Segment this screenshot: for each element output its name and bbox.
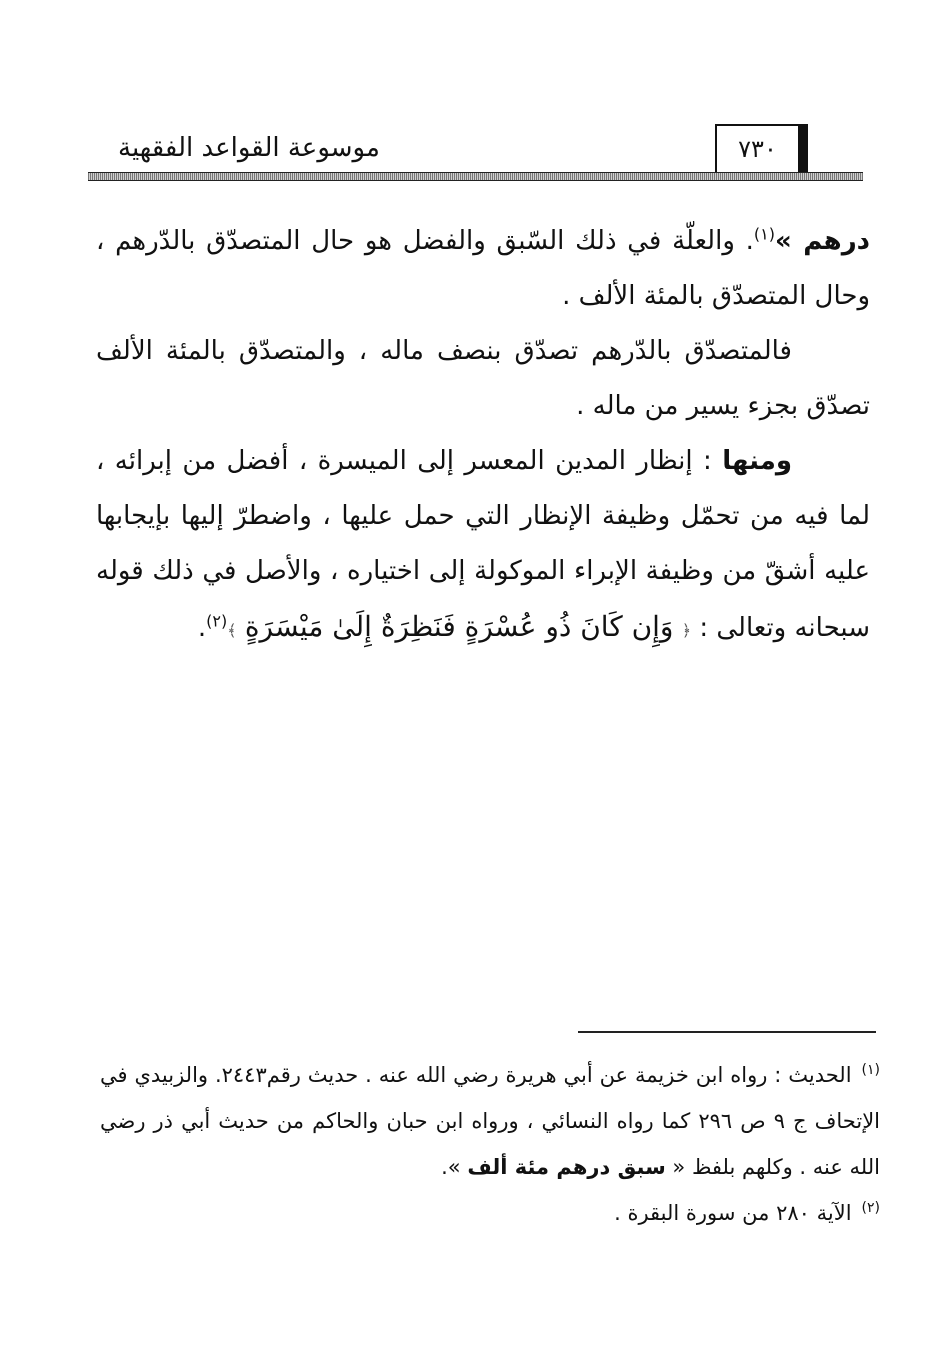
footnote-2-number: (٢) [861, 1200, 880, 1216]
paragraph-1-lead: درهم » [774, 226, 871, 256]
paragraph-2-text: فالمتصدّق بالدّرهم تصدّق بنصف ماله ، والمتصدّق بالمئة الألف تصدّق بجزء يسير من ماله . [96, 336, 870, 421]
paragraph-2 [96, 324, 870, 434]
footnote-1-quote: سبق درهم مئة ألف [467, 1155, 666, 1179]
header-rule [88, 172, 863, 181]
quran-bracket-close: ﴾ [227, 621, 237, 640]
page-number: ٧٣٠ [715, 124, 800, 172]
running-title: موسوعة القواعد الفقهية [118, 133, 380, 163]
paragraph-3-text: : إنظار المدين المعسر إلى الميسرة ، أفضل من إبرائه ، لما فيه من تحمّل وظيفة الإنظار التي حمل عليها ، واضطرّ إليها بإيجابها عليه أشقّ من وظيفة الإبراء الموكولة إلى اختياره ، والأصل في ذلك قوله سبحانه وتعالى : [96, 446, 870, 643]
footnote-1-end: ». [441, 1155, 461, 1179]
quran-verse: وَإِن كَانَ ذُو عُسْرَةٍ فَنَظِرَةٌ إِلَىٰ مَيْسَرَةٍ [244, 610, 674, 643]
quran-bracket-open: ﴿ [681, 621, 692, 640]
footnote-1 [100, 1052, 880, 1190]
footnote-ref-1[interactable]: (١) [753, 224, 775, 244]
footnote-1-number: (١) [861, 1062, 880, 1078]
footnote-separator [578, 1031, 876, 1033]
footnote-ref-2[interactable]: (٢) [206, 611, 228, 631]
paragraph-3-lead: ومنها [722, 446, 792, 476]
page-number-bar [800, 124, 808, 178]
footnote-2-text: الآية ٢٨٠ من سورة البقرة . [614, 1201, 852, 1225]
paragraph-1 [96, 214, 870, 324]
paragraph-1-text: . والعلّة في ذلك السّبق والفضل هو حال المتصدّق بالدّرهم ، وحال المتصدّق بالمئة الألف . [96, 226, 870, 311]
paragraph-3 [96, 434, 870, 658]
footnote-2 [100, 1190, 880, 1236]
footnotes [100, 1052, 880, 1236]
paragraph-3-end: . [197, 613, 207, 643]
footnote-1-text: الحديث : رواه ابن خزيمة عن أبي هريرة رضي الله عنه . حديث رقم٢٤٤٣. والزبيدي في الإتحاف ج ٩ ص ٢٩٦ كما رواه النسائي ، ورواه ابن حبان والحاكم من حديث أبي ذر رضي الله عنه . وكلهم بلفظ « [100, 1063, 881, 1179]
body-text [96, 214, 870, 658]
